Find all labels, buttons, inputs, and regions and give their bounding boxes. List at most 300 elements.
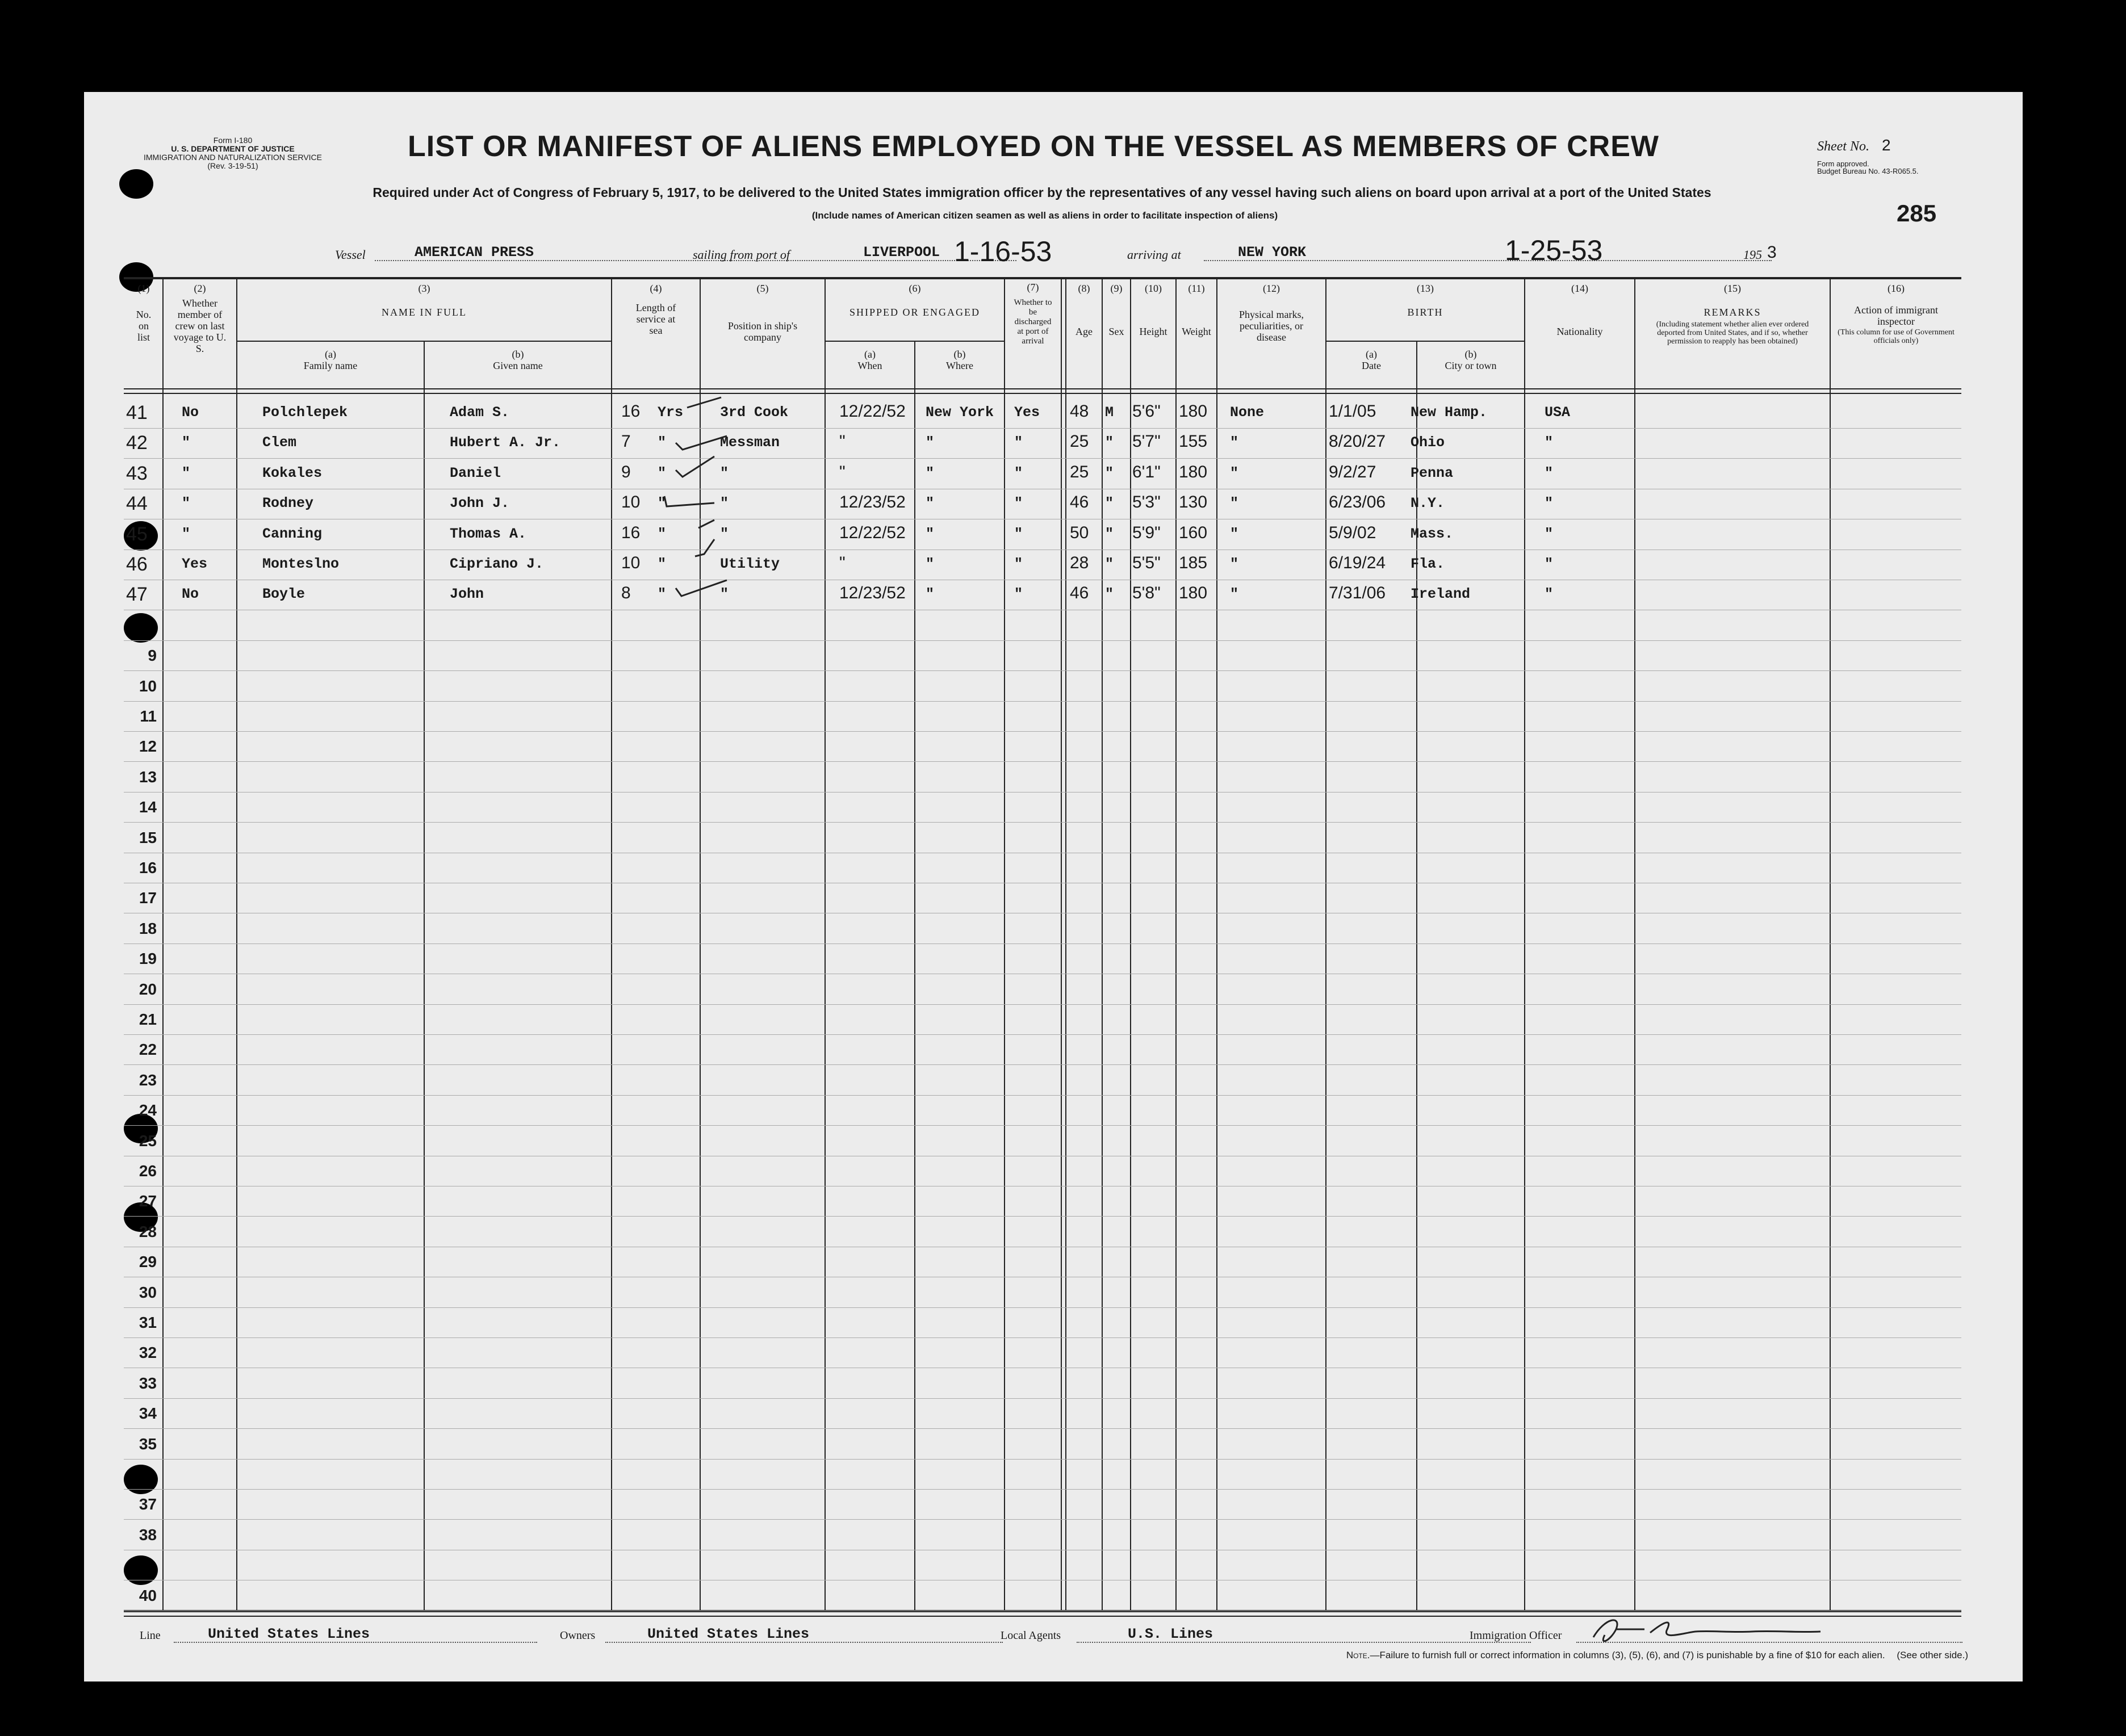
officer-signature bbox=[1582, 1612, 1832, 1652]
tick-mark bbox=[698, 520, 714, 528]
nationality: " bbox=[1545, 525, 1554, 542]
col-sep bbox=[825, 278, 826, 1612]
header-bottom-line-2 bbox=[124, 393, 1961, 394]
note-text: —Failure to furnish full or correct information in columns (3), (5), (6), and (7) is punishable by a fine of $10 for each alien. bbox=[1370, 1650, 1885, 1660]
row-number: 9 bbox=[148, 647, 157, 665]
age: 50 bbox=[1070, 523, 1089, 542]
col-sep bbox=[1130, 278, 1131, 1612]
col12-label: Physical marks, peculiarities, or disease bbox=[1239, 309, 1304, 343]
sheet-number bbox=[1817, 136, 1959, 154]
family-name: Boyle bbox=[262, 586, 305, 603]
col3-num: (3) bbox=[418, 283, 430, 294]
row-number: 38 bbox=[139, 1525, 157, 1544]
col13-label: BIRTH bbox=[1407, 307, 1443, 318]
weight: 185 bbox=[1179, 553, 1208, 572]
col16-label: Action of immigrant inspector bbox=[1854, 304, 1938, 327]
col3-header bbox=[237, 283, 611, 318]
row-number: 21 bbox=[139, 1010, 157, 1028]
col7-header bbox=[1005, 283, 1061, 346]
discharged: " bbox=[1014, 556, 1023, 572]
given-name: Daniel bbox=[450, 464, 501, 481]
col15-header bbox=[1635, 283, 1830, 346]
height: 5'8" bbox=[1132, 584, 1161, 603]
service-name: IMMIGRATION AND NATURALIZATION SERVICE bbox=[144, 153, 322, 162]
birth-date: 5/9/02 bbox=[1329, 523, 1376, 542]
given-name: Adam S. bbox=[450, 404, 510, 421]
col13b-num: (b) bbox=[1464, 349, 1477, 360]
agents-label: Local Agents bbox=[1001, 1629, 1061, 1642]
col5-label: Position in ship's company bbox=[727, 320, 798, 343]
col1-header bbox=[125, 283, 162, 343]
row-number: 34 bbox=[139, 1404, 157, 1423]
birth-subline bbox=[1325, 341, 1524, 342]
row-rule bbox=[124, 1064, 1961, 1065]
weight: 160 bbox=[1179, 523, 1208, 542]
row-number: 26 bbox=[139, 1162, 157, 1180]
col12-header bbox=[1217, 283, 1325, 343]
given-name: John bbox=[450, 586, 484, 603]
row-number: 24 bbox=[139, 1101, 157, 1119]
col6b-num: (b) bbox=[953, 349, 966, 360]
service-unit: " bbox=[658, 495, 667, 512]
year-prefix: 195 bbox=[1743, 248, 1762, 262]
sex: M bbox=[1105, 404, 1114, 421]
col15-note: (Including statement whether alien ever ordered deported from United States, and if so, whether permission to reapply has been obtained) bbox=[1656, 320, 1809, 346]
footer-note bbox=[1105, 1650, 1968, 1661]
family-name: Monteslno bbox=[262, 556, 340, 572]
row-rule bbox=[124, 1216, 1961, 1217]
col-sep bbox=[1830, 278, 1831, 1612]
row-rule bbox=[124, 1519, 1961, 1520]
birth-date: 1/1/05 bbox=[1329, 402, 1376, 421]
col1-label: No. on list bbox=[136, 309, 152, 343]
physical-marks: " bbox=[1230, 556, 1239, 572]
arriving-label: arriving at bbox=[1127, 248, 1181, 262]
shipped-when: 12/22/52 bbox=[839, 402, 906, 421]
nationality: " bbox=[1545, 556, 1554, 572]
age: 28 bbox=[1070, 553, 1089, 572]
tick-mark bbox=[676, 456, 714, 477]
col10-header bbox=[1131, 283, 1175, 337]
col6-header bbox=[826, 283, 1004, 318]
row-number: 44 bbox=[126, 493, 148, 515]
row-rule bbox=[124, 1428, 1961, 1429]
col-sep bbox=[914, 341, 915, 1612]
family-name: Rodney bbox=[262, 495, 314, 512]
row-rule bbox=[124, 458, 1961, 459]
row-number: 31 bbox=[139, 1314, 157, 1331]
family-name: Canning bbox=[262, 525, 323, 542]
discharged: " bbox=[1014, 525, 1023, 542]
row-number: 18 bbox=[139, 919, 157, 937]
birth-city: Ohio bbox=[1411, 434, 1445, 451]
birth-city: N.Y. bbox=[1411, 495, 1445, 512]
row-rule bbox=[124, 1095, 1961, 1096]
birth-city: Penna bbox=[1411, 464, 1454, 481]
physical-marks: " bbox=[1230, 495, 1239, 512]
budget-text: Budget Bureau No. 43-R065.5. bbox=[1817, 167, 1919, 175]
col4-header bbox=[612, 283, 700, 336]
physical-marks: " bbox=[1230, 464, 1239, 481]
height: 5'3" bbox=[1132, 493, 1161, 512]
row-number: 14 bbox=[139, 798, 157, 816]
height: 5'6" bbox=[1132, 402, 1161, 421]
row-number: 37 bbox=[139, 1495, 157, 1513]
sailing-port: LIVERPOOL bbox=[863, 244, 940, 261]
position: Utility bbox=[720, 556, 780, 572]
punch-hole bbox=[124, 613, 158, 643]
discharged: " bbox=[1014, 586, 1023, 603]
agents-value: U.S. Lines bbox=[1128, 1626, 1213, 1642]
row-number: 40 bbox=[139, 1586, 157, 1604]
col15-num: (15) bbox=[1724, 283, 1741, 294]
given-name: Cipriano J. bbox=[450, 556, 544, 572]
position: " bbox=[720, 586, 729, 603]
crew-last-voyage: No bbox=[182, 586, 199, 603]
row-number: 43 bbox=[126, 462, 148, 484]
row-rule bbox=[124, 1004, 1961, 1005]
col4-num: (4) bbox=[650, 283, 662, 294]
row-number: 27 bbox=[139, 1192, 157, 1210]
department-name: U. S. DEPARTMENT OF JUSTICE bbox=[171, 144, 295, 153]
sex: " bbox=[1105, 495, 1114, 512]
shipped-when: " bbox=[839, 553, 846, 572]
service-unit: " bbox=[658, 586, 667, 603]
col3b-header bbox=[425, 349, 611, 371]
col14-label: Nationality bbox=[1556, 326, 1603, 337]
discharged: " bbox=[1014, 434, 1023, 451]
nationality: " bbox=[1545, 464, 1554, 481]
row-rule bbox=[124, 670, 1961, 671]
col8-header bbox=[1066, 283, 1102, 337]
col3-label: NAME IN FULL bbox=[382, 307, 467, 318]
year-suffix: 3 bbox=[1767, 243, 1777, 262]
col-sep bbox=[1065, 278, 1066, 1612]
col3b-label: Given name bbox=[493, 360, 543, 371]
col6-num: (6) bbox=[909, 283, 921, 294]
tick-marks bbox=[647, 386, 738, 602]
vessel-name: AMERICAN PRESS bbox=[415, 244, 534, 261]
col7-label: Whether to be discharged at port of arrival bbox=[1014, 298, 1052, 346]
col8-label: Age bbox=[1075, 326, 1093, 337]
shipped-where: " bbox=[926, 495, 935, 512]
shipped-when: " bbox=[839, 432, 846, 451]
nationality: " bbox=[1545, 495, 1554, 512]
col12-num: (12) bbox=[1263, 283, 1280, 294]
age: 46 bbox=[1070, 493, 1089, 512]
col3a-label: Family name bbox=[303, 360, 358, 371]
col16-header bbox=[1831, 283, 1961, 345]
given-name: Thomas A. bbox=[450, 525, 527, 542]
col-sep bbox=[1102, 278, 1103, 1612]
col16-num: (16) bbox=[1888, 283, 1905, 294]
sailing-label: sailing from port of bbox=[693, 248, 790, 262]
service-unit: " bbox=[658, 464, 667, 481]
row-rule bbox=[124, 1034, 1961, 1035]
birth-date: 8/20/27 bbox=[1329, 432, 1386, 451]
row-number: 35 bbox=[139, 1435, 157, 1453]
row-number: 23 bbox=[139, 1071, 157, 1089]
col5-header bbox=[701, 283, 825, 343]
birth-date: 6/19/24 bbox=[1329, 553, 1386, 572]
col16-note: (This column for use of Government officials only) bbox=[1838, 328, 1955, 345]
owners-value: United States Lines bbox=[647, 1626, 810, 1642]
col13a-header bbox=[1326, 349, 1416, 371]
col13a-num: (a) bbox=[1366, 349, 1377, 360]
crew-last-voyage: Yes bbox=[182, 556, 208, 572]
physical-marks: None bbox=[1230, 404, 1265, 421]
tick-mark bbox=[664, 496, 714, 506]
note-label: Note. bbox=[1346, 1650, 1370, 1660]
service-length: 10 bbox=[621, 553, 641, 572]
row-rule bbox=[124, 1459, 1961, 1460]
row-number: 46 bbox=[126, 553, 148, 575]
discharged: Yes bbox=[1014, 404, 1040, 421]
service-length: 10 bbox=[621, 493, 641, 512]
col11-header bbox=[1177, 283, 1216, 337]
col14-num: (14) bbox=[1571, 283, 1588, 294]
row-rule bbox=[124, 731, 1961, 732]
row-number: 29 bbox=[139, 1253, 157, 1271]
col13a-label: Date bbox=[1362, 360, 1381, 371]
shipped-when: " bbox=[839, 462, 846, 481]
col2-label: Whether member of crew on last voyage to U. S. bbox=[173, 297, 227, 354]
service-unit: Yrs bbox=[658, 404, 684, 421]
col3a-header bbox=[237, 349, 424, 371]
service-length: 16 bbox=[621, 402, 641, 421]
weight: 180 bbox=[1179, 462, 1208, 481]
col-sep bbox=[162, 278, 164, 1612]
header-bottom-line bbox=[124, 388, 1961, 389]
height: 5'5" bbox=[1132, 553, 1161, 572]
arrival-date: 1-25-53 bbox=[1505, 234, 1603, 266]
col4-label: Length of service at sea bbox=[635, 302, 676, 336]
shipped-where: " bbox=[926, 525, 935, 542]
vessel-label: Vessel bbox=[335, 248, 366, 262]
col-sep bbox=[611, 278, 612, 1612]
row-rule bbox=[124, 1489, 1961, 1490]
shipped-where: " bbox=[926, 556, 935, 572]
line-label: Line bbox=[140, 1629, 161, 1642]
row-number: 45 bbox=[126, 523, 148, 545]
height: 5'9" bbox=[1132, 523, 1161, 542]
form-number: Form I-180 bbox=[213, 136, 253, 145]
given-name: Hubert A. Jr. bbox=[450, 434, 561, 451]
col11-num: (11) bbox=[1188, 283, 1205, 294]
vessel-line bbox=[335, 234, 1789, 267]
col6a-label: When bbox=[857, 360, 882, 371]
row-number: 15 bbox=[139, 828, 157, 846]
col-sep bbox=[1004, 278, 1005, 1612]
row-number: 16 bbox=[139, 859, 157, 877]
sex: " bbox=[1105, 556, 1114, 572]
sex: " bbox=[1105, 434, 1114, 451]
col11-label: Weight bbox=[1182, 326, 1211, 337]
discharged: " bbox=[1014, 495, 1023, 512]
col14-header bbox=[1525, 283, 1634, 337]
col13b-header bbox=[1417, 349, 1524, 371]
physical-marks: " bbox=[1230, 586, 1239, 603]
row-number: 28 bbox=[139, 1222, 157, 1240]
service-unit: " bbox=[658, 434, 667, 451]
row-number: 12 bbox=[139, 737, 157, 756]
position: Messman bbox=[720, 434, 780, 451]
position: " bbox=[720, 525, 729, 542]
col10-num: (10) bbox=[1145, 283, 1162, 294]
col-sep bbox=[1325, 278, 1326, 1612]
shipped-where: New York bbox=[926, 404, 994, 421]
age: 25 bbox=[1070, 462, 1089, 481]
row-rule bbox=[124, 1337, 1961, 1338]
form-approved bbox=[1817, 160, 1965, 175]
col6a-header bbox=[826, 349, 914, 371]
subnote: (Include names of American citizen seamen as well as aliens in order to facilitate inspection of aliens) bbox=[811, 210, 1278, 221]
weight: 180 bbox=[1179, 402, 1208, 421]
col-sep bbox=[424, 341, 425, 1612]
family-name: Kokales bbox=[262, 464, 323, 481]
col9-num: (9) bbox=[1110, 283, 1123, 294]
punch-hole bbox=[119, 169, 153, 199]
punch-hole bbox=[124, 1465, 158, 1494]
age: 25 bbox=[1070, 432, 1089, 451]
height: 6'1" bbox=[1132, 462, 1161, 481]
subtitle: Required under Act of Congress of February 5, 1917, to be delivered to the United States immigration officer by the representatives of any vessel having such aliens on board upon arrival at a port of the United States bbox=[373, 185, 1711, 200]
col2-num: (2) bbox=[194, 283, 206, 294]
table-top-line bbox=[124, 277, 1961, 279]
row-number: 17 bbox=[139, 889, 157, 907]
crew-last-voyage: " bbox=[182, 434, 191, 451]
shipped-where: " bbox=[926, 464, 935, 481]
weight: 155 bbox=[1179, 432, 1208, 451]
row-number: 13 bbox=[139, 768, 157, 786]
col6b-header bbox=[915, 349, 1004, 371]
row-number: 20 bbox=[139, 980, 157, 998]
shipped-where: " bbox=[926, 586, 935, 603]
page-number: 285 bbox=[1897, 200, 1937, 227]
col15-label: REMARKS bbox=[1704, 307, 1761, 318]
form-block bbox=[131, 136, 335, 170]
physical-marks: " bbox=[1230, 434, 1239, 451]
height: 5'7" bbox=[1132, 432, 1161, 451]
col3a-num: (a) bbox=[325, 349, 336, 360]
line-value: United States Lines bbox=[208, 1626, 370, 1642]
birth-date: 6/23/06 bbox=[1329, 493, 1386, 512]
col6-label: SHIPPED OR ENGAGED bbox=[849, 307, 980, 318]
nationality: " bbox=[1545, 586, 1554, 603]
weight: 130 bbox=[1179, 493, 1208, 512]
row-number: 41 bbox=[126, 402, 148, 423]
page-title: LIST OR MANIFEST OF ALIENS EMPLOYED ON THE VESSEL AS MEMBERS OF CREW bbox=[408, 130, 1659, 163]
row-number: 25 bbox=[139, 1131, 157, 1150]
footer bbox=[140, 1625, 1968, 1670]
service-length: 9 bbox=[621, 462, 631, 481]
physical-marks: " bbox=[1230, 525, 1239, 542]
officer-label: Immigration Officer bbox=[1470, 1629, 1562, 1642]
sex: " bbox=[1105, 525, 1114, 542]
col6a-num: (a) bbox=[864, 349, 876, 360]
see-other-side: (See other side.) bbox=[1897, 1650, 1968, 1660]
row-rule bbox=[124, 1398, 1961, 1399]
crew-last-voyage: " bbox=[182, 464, 191, 481]
row-number: 22 bbox=[139, 1041, 157, 1059]
birth-city: Mass. bbox=[1411, 525, 1454, 542]
arrival-port: NEW YORK bbox=[1238, 244, 1307, 261]
position: " bbox=[720, 495, 729, 512]
col7-num: (7) bbox=[1027, 282, 1039, 293]
row-number: 11 bbox=[140, 707, 157, 725]
crew-last-voyage: " bbox=[182, 525, 191, 542]
age: 48 bbox=[1070, 402, 1089, 421]
col-sep bbox=[1061, 278, 1062, 1612]
sex: " bbox=[1105, 464, 1114, 481]
row-number: 33 bbox=[139, 1374, 157, 1392]
col5-num: (5) bbox=[756, 283, 769, 294]
revision-date: (Rev. 3-19-51) bbox=[207, 161, 258, 170]
owners-label: Owners bbox=[560, 1629, 596, 1642]
birth-city: Ireland bbox=[1411, 586, 1471, 603]
col9-header bbox=[1103, 283, 1130, 337]
col8-num: (8) bbox=[1078, 283, 1090, 294]
sheet-value: 2 bbox=[1881, 136, 1891, 154]
row-number: 42 bbox=[126, 432, 148, 454]
family-name: Polchlepek bbox=[262, 404, 348, 421]
tick-mark bbox=[676, 436, 727, 450]
row-rule bbox=[124, 640, 1961, 641]
col3b-num: (b) bbox=[512, 349, 524, 360]
col-sep bbox=[236, 278, 237, 1612]
shipped-where: " bbox=[926, 434, 935, 451]
tick-mark bbox=[676, 580, 727, 596]
col2-header bbox=[164, 283, 236, 354]
discharged: " bbox=[1014, 464, 1023, 481]
col6b-label: Where bbox=[946, 360, 973, 371]
service-length: 7 bbox=[621, 432, 631, 451]
row-number: 30 bbox=[139, 1283, 157, 1301]
sailing-date: 1-16-53 bbox=[954, 236, 1052, 267]
sheet-label: Sheet No. bbox=[1817, 139, 1869, 154]
shipped-when: 12/23/52 bbox=[839, 584, 906, 603]
crew-last-voyage: No bbox=[182, 404, 199, 421]
row-rule bbox=[124, 1307, 1961, 1308]
row-rule bbox=[124, 428, 1961, 429]
col10-label: Height bbox=[1139, 326, 1167, 337]
sex: " bbox=[1105, 586, 1114, 603]
col-sep bbox=[1175, 278, 1177, 1612]
crew-last-voyage: " bbox=[182, 495, 191, 512]
row-number: 10 bbox=[139, 677, 157, 695]
service-length: 16 bbox=[621, 523, 641, 542]
service-unit: " bbox=[658, 525, 667, 542]
position: " bbox=[720, 464, 729, 481]
row-rule bbox=[124, 1125, 1961, 1126]
col-sep bbox=[1216, 278, 1217, 1612]
col-sep bbox=[1634, 278, 1635, 1612]
col1-num: (1) bbox=[137, 283, 150, 294]
family-name: Clem bbox=[262, 434, 297, 451]
row-number: 47 bbox=[126, 584, 148, 606]
service-length: 8 bbox=[621, 584, 631, 603]
shipped-when: 12/23/52 bbox=[839, 493, 906, 512]
col13-num: (13) bbox=[1417, 283, 1434, 294]
nationality: " bbox=[1545, 434, 1554, 451]
col13b-label: City or town bbox=[1445, 360, 1497, 371]
row-rule bbox=[124, 822, 1961, 823]
row-rule bbox=[124, 701, 1961, 702]
shipped-when: 12/22/52 bbox=[839, 523, 906, 542]
row-number: 19 bbox=[139, 950, 157, 968]
position: 3rd Cook bbox=[720, 404, 789, 421]
approved-text: Form approved. bbox=[1817, 160, 1869, 168]
